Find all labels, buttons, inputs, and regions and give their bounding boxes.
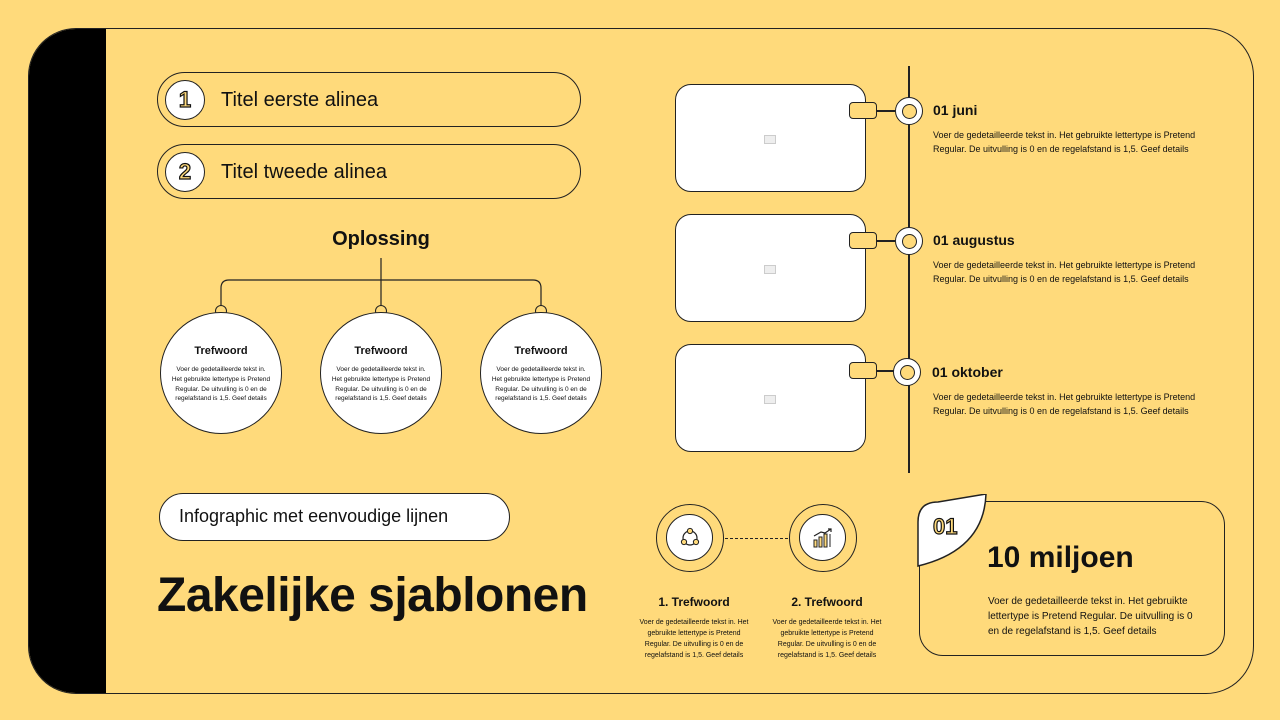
node-text: Voer de gedetailleerde tekst in. Het gebruikte lettertype is Pretend Regular. De uitvulling is 0 en de regelafstand is 1,5. Geef details — [331, 366, 431, 403]
node-text: Voer de gedetailleerde tekst in. Het gebruikte lettertype is Pretend Regular. De uitvulling is 0 en de regelafstand is 1,5. Geef details — [171, 366, 271, 403]
stat-value: 10 miljoen — [987, 541, 1134, 574]
step-text-2: Voer de gedetailleerde tekst in. Het gebruikte lettertype is Pretend Regular. De uitvulling is 0 en de regelafstand is 1,5. Geef details — [772, 619, 882, 659]
timeline-node-1 — [895, 97, 923, 125]
timeline-text-1: Voer de gedetailleerde tekst in. Het gebruikte lettertype is Pretend Regular. De uitvulling is 0 en de regelafstand is 1,5. Geef details — [933, 130, 1196, 154]
pill-title-2: Titel tweede alinea — [221, 161, 388, 183]
main-title: Zakelijke sjablonen — [157, 569, 588, 622]
step-title-1: 1. Trefwoord — [658, 595, 730, 609]
image-placeholder-icon — [764, 265, 776, 274]
timeline-image-card-3 — [675, 344, 866, 452]
timeline-date-2: 01 augustus — [933, 232, 1015, 248]
timeline-text-3: Voer de gedetailleerde tekst in. Het gebruikte lettertype is Pretend Regular. De uitvulling is 0 en de regelafstand is 1,5. Geef details — [933, 392, 1196, 416]
number-badge-2: 2 — [165, 152, 205, 192]
hierarchy-title: Oplossing — [332, 228, 430, 250]
step-title-2: 2. Trefwoord — [791, 595, 863, 609]
node-keyword: Trefwoord — [194, 345, 248, 357]
hierarchy-node-2 — [320, 312, 442, 434]
card-tab-3 — [849, 362, 877, 379]
step-connector — [725, 538, 788, 539]
card-tab-1 — [849, 102, 877, 119]
timeline-date-3: 01 oktober — [932, 364, 1003, 380]
timeline-node-3 — [893, 358, 921, 386]
timeline-image-card-1 — [675, 84, 866, 192]
timeline-text-2: Voer de gedetailleerde tekst in. Het gebruikte lettertype is Pretend Regular. De uitvulling is 0 en de regelafstand is 1,5. Geef details — [933, 260, 1196, 284]
cycle-icon — [678, 526, 702, 550]
node-keyword: Trefwoord — [354, 345, 408, 357]
node-keyword: Trefwoord — [514, 345, 568, 357]
image-placeholder-icon — [764, 395, 776, 404]
node-text: Voer de gedetailleerde tekst in. Het gebruikte lettertype is Pretend Regular. De uitvulling is 0 en de regelafstand is 1,5. Geef details — [491, 366, 591, 403]
timeline-line — [908, 66, 910, 473]
stat-number: 01 — [933, 514, 958, 539]
step-circle-2 — [789, 504, 857, 572]
timeline-image-card-2 — [675, 214, 866, 322]
growth-chart-icon — [811, 526, 835, 550]
step-text-1: Voer de gedetailleerde tekst in. Het gebruikte lettertype is Pretend Regular. De uitvulling is 0 en de regelafstand is 1,5. Geef details — [639, 619, 749, 659]
number-badge-1: 1 — [165, 80, 205, 120]
connector-2 — [877, 240, 895, 242]
card-tab-2 — [849, 232, 877, 249]
pill-title-1: Titel eerste alinea — [221, 89, 379, 111]
timeline-node-2 — [895, 227, 923, 255]
hierarchy-node-1 — [160, 312, 282, 434]
stat-text: Voer de gedetailleerde tekst in. Het gebruikte lettertype is Pretend Regular. De uitvulling is 0 en de regelafstand is 1,5. Geef details — [988, 596, 1193, 637]
subtitle-text: Infographic met eenvoudige lijnen — [179, 506, 449, 526]
connector-1 — [877, 110, 895, 112]
step-circle-1 — [656, 504, 724, 572]
timeline-date-1: 01 juni — [933, 102, 978, 118]
hierarchy-node-3 — [480, 312, 602, 434]
image-placeholder-icon — [764, 135, 776, 144]
